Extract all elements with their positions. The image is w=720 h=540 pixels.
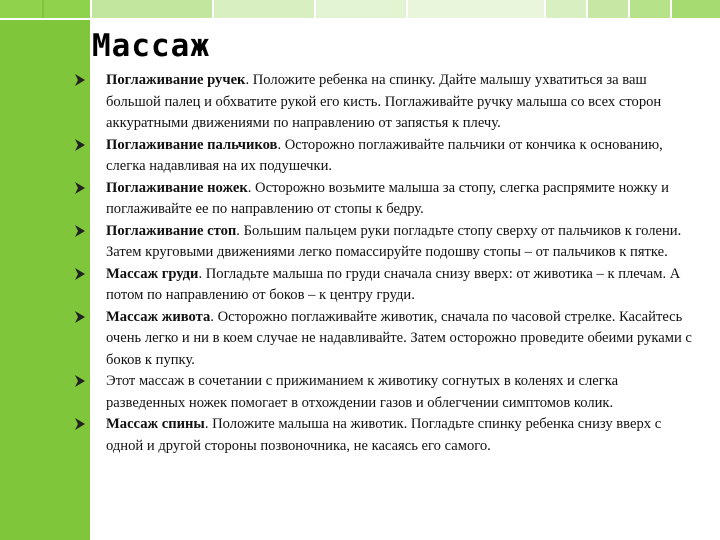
- list-item: [0, 264, 700, 307]
- item-heading: Массаж живота: [106, 308, 211, 325]
- item-text: . Положите ребенка на спинку. Дайте малышу ухватиться за ваш большой палец и обхватите рукой его кисть. Поглаживайте ручку малыша со всех сторон аккуратными движениями по направлению от запястья к плечу.: [106, 72, 662, 131]
- arrowhead-bullet-icon: [74, 224, 88, 238]
- deco-square: [214, 0, 314, 18]
- item-heading: Поглаживание стоп: [106, 222, 237, 239]
- item-heading: Поглаживание пальчиков: [106, 136, 278, 153]
- item-text: . Осторожно поглаживайте животик, сначала по часовой стрелке. Касайтесь очень легко и ни в коем случае не надавливайте. Затем осторожно проведите обеими руками с боков к пупку.: [106, 308, 692, 368]
- deco-square: [546, 0, 586, 18]
- item-text: . Большим пальцем руки погладьте стопу сверху от пальчиков к голени. Затем круговыми движениями легко помассируйте подошву стопы – от пальчиков к пятке.: [106, 222, 682, 260]
- deco-square: [316, 0, 406, 18]
- arrowhead-bullet-icon: [74, 267, 88, 281]
- arrowhead-bullet-icon: [74, 374, 88, 388]
- deco-square: [408, 0, 544, 18]
- list-item: [0, 135, 700, 178]
- item-text: . Осторожно поглаживайте пальчики от кончика к основанию, слегка надавливая на их подушечки.: [106, 136, 663, 174]
- deco-square: [588, 0, 628, 18]
- item-text: . Положите малыша на животик. Погладьте спинку ребенка снизу вверх с одной и другой стороны позвоночника, не касаясь его самого.: [106, 416, 662, 454]
- deco-square: [0, 0, 42, 18]
- list-item: [0, 307, 700, 372]
- list-item: [0, 414, 700, 457]
- bullet-list: [0, 70, 700, 457]
- top-divider: [0, 18, 720, 20]
- deco-square: [672, 0, 720, 18]
- deco-square: [92, 0, 212, 18]
- item-text: . Погладьте малыша по груди сначала снизу вверх: от животика – к плечам. А потом по направлению от боков – к центру груди.: [106, 265, 681, 303]
- item-heading: Массаж спины: [106, 416, 205, 432]
- item-heading: Поглаживание ручек: [106, 72, 246, 88]
- list-item: [0, 371, 700, 414]
- item-heading: Массаж груди: [106, 265, 199, 282]
- arrowhead-bullet-icon: [74, 417, 88, 431]
- list-item: [0, 178, 700, 221]
- arrowhead-bullet-icon: [74, 181, 88, 195]
- arrowhead-bullet-icon: [74, 73, 88, 87]
- list-item: [0, 221, 700, 264]
- deco-square: [44, 0, 90, 18]
- slide-title: Массаж: [92, 28, 210, 64]
- list-item: [0, 70, 700, 135]
- top-decoration: [0, 0, 720, 20]
- arrowhead-bullet-icon: [74, 138, 88, 152]
- item-text: . Осторожно возьмите малыша за стопу, слегка распрямите ножку и поглаживайте ее по направлению от стопы к бедру.: [106, 179, 669, 217]
- item-heading: Поглаживание ножек: [106, 179, 248, 196]
- arrowhead-bullet-icon: [74, 310, 88, 324]
- item-text: Этот массаж в сочетании с прижиманием к животику согнутых в коленях и слегка разведенных ножек помогает в отхождении газов и облегчении симптомов колик.: [106, 373, 619, 411]
- deco-square: [630, 0, 670, 18]
